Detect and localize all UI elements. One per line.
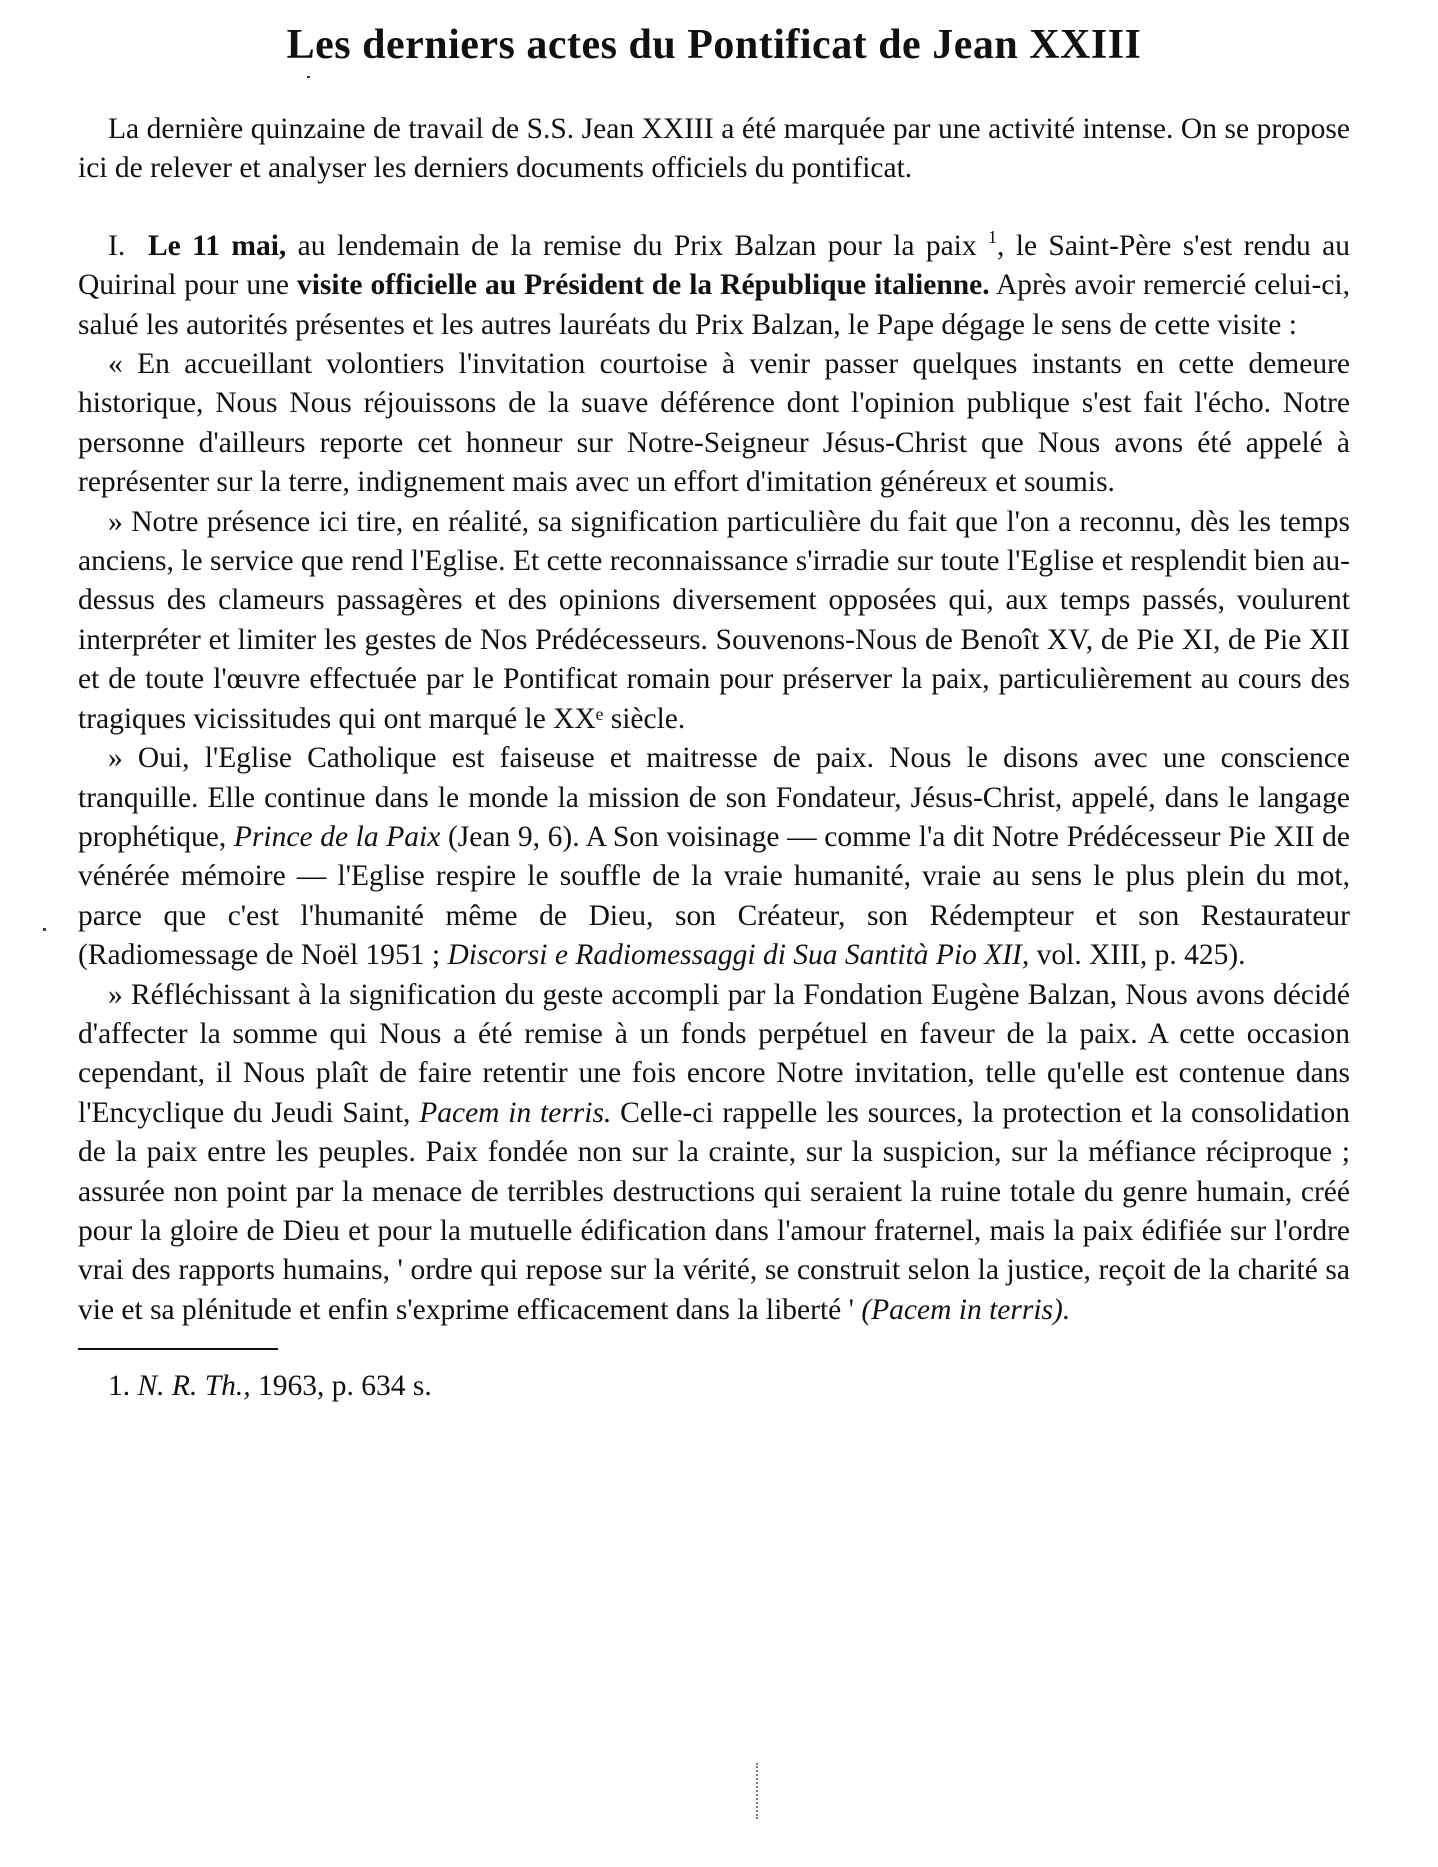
document-title: Les derniers actes du Pontificat de Jean XXIII — [286, 22, 1142, 68]
footnote-ref[interactable]: 1 — [988, 226, 998, 247]
section-text-c: Après avoir remercié celui-ci, salué les autorités présentes et les autres lauréats du Prix Balzan, le Pape dégage le sens de cette visite : — [78, 269, 1351, 341]
quote-paragraph-2: » Notre présence ici tire, en réalité, sa signification particulière du fait que l'on a reconnu, dès les temps anciens, le service que rend l'Eglise. Et cette reconnaissance s'irradie sur toute l'Eglise et resplendit bien au-dessus des clameurs passagères et des opinions diversement opposées qui, aux temps passés, voulurent interpréter et limiter les gestes de Nos Prédécesseurs. Souvenons-Nous de Benoît XV, de Pie XI, de Pie XII et de toute l'œuvre effectuée par le Pontificat romain pour préserver la paix, particulièrement au cours des tragiques vicissitudes qui ont marqué le XXᵉ siècle. — [78, 505, 1350, 735]
footnote-page: p. 634 s. — [331, 1370, 432, 1403]
footnote-source: N. R. Th., — [137, 1370, 251, 1403]
footnote-year: 1963, — [257, 1370, 325, 1403]
intro-paragraph: La dernière quinzaine de travail de S.S. Jean XXIII a été marquée par une activité intense. On se propose ici de relever et analyser les derniers documents officiels du pontificat. — [78, 113, 1350, 185]
footnote-1 — [78, 1366, 1350, 1406]
footnote-rule — [78, 1348, 278, 1350]
section-1-paragraph — [78, 227, 1350, 345]
quote-paragraph-1: « En accueillant volontiers l'invitation courtoise à venir passer quelques instants en cette demeure historique, Nous Nous réjouissons de la suave déférence dont l'opinion publique s'est fait l'écho. Notre personne d'ailleurs reporte cet honneur sur Notre-Seigneur Jésus-Christ que Nous avons été appelé à représenter sur la terre, indignement mais avec un effort d'imitation généreux et soumis. — [78, 348, 1350, 499]
margin-speck — [43, 928, 46, 931]
section-text-a: au lendemain de la remise du Prix Balzan pour la paix — [286, 229, 977, 262]
section-date: Le 11 mai, — [147, 229, 287, 262]
section-number: I. — [108, 229, 126, 262]
quote-3-text-c: vol. XIII, p. 425). — [1029, 939, 1246, 972]
quote-paragraph-4 — [78, 976, 1350, 1331]
quote-4-text-a: » Réfléchissant à la signification du geste accompli par la Fondation Eugène Balzan, Nous avons décidé d'affecter la somme qui Nous a été remise à un fonds perpétuel en faveur de la paix. A cette occasion cependant, il Nous plaît de faire retentir une fois encore Notre invitation, telle qu'elle est contenue dans l'Encyclique du Jeudi Saint, — [78, 978, 1350, 1129]
section-bold-phrase: visite officielle au Président de la République italienne. — [296, 269, 990, 302]
quote-3-italic-2: Discorsi e Radiomessaggi di Sua Santità Pio XII, — [447, 939, 1030, 972]
quote-paragraph-3 — [78, 739, 1350, 975]
margin-dash — [756, 1763, 760, 1819]
quote-4-italic-1: Pacem in terris. — [419, 1096, 612, 1129]
footnote-number: 1. — [108, 1370, 131, 1403]
quote-3-italic-1: Prince de la Paix — [233, 820, 441, 853]
document-page — [78, 18, 1350, 1436]
quote-3-text-b: (Jean 9, 6). A Son voisinage — comme l'a dit Notre Prédécesseur Pie XII de vénérée mémoire — l'Eglise respire le souffle de la vraie humanité, vraie au sens le plus plein du mot, parce que c'est l'humanité même de Dieu, son Créateur, son Rédempteur et son Restaurateur (Radiomessage de Noël 1951 ; — [78, 820, 1350, 972]
section-text-b: , le Saint-Père s'est rendu au Quirinal pour une — [78, 229, 1351, 302]
quote-3-text-a: » Oui, l'Eglise Catholique est faiseuse et maitresse de paix. Nous le disons avec une conscience tranquille. Elle continue dans le monde la mission de son Fondateur, Jésus-Christ, appelé, dans le langage prophétique, — [78, 742, 1350, 853]
quote-4-italic-2: (Pacem in terris). — [861, 1293, 1071, 1326]
quote-4-text-b: Celle-ci rappelle les sources, la protection et la consolidation de la paix entre les peuples. Paix fondée non sur la crainte, sur la suspicion, sur la méfiance réciproque ; assurée non point par la menace de terribles destructions qui seraient la ruine totale du genre humain, créé pour la gloire de Dieu et pour la mutuelle édification dans l'amour fraternel, mais la paix édifiée sur l'ordre vrai des rapports humains, ' ordre qui repose sur la vérité, se construit selon la justice, reçoit de la charité sa vie et sa plénitude et enfin s'exprime efficacement dans la liberté ' — [78, 1096, 1350, 1326]
